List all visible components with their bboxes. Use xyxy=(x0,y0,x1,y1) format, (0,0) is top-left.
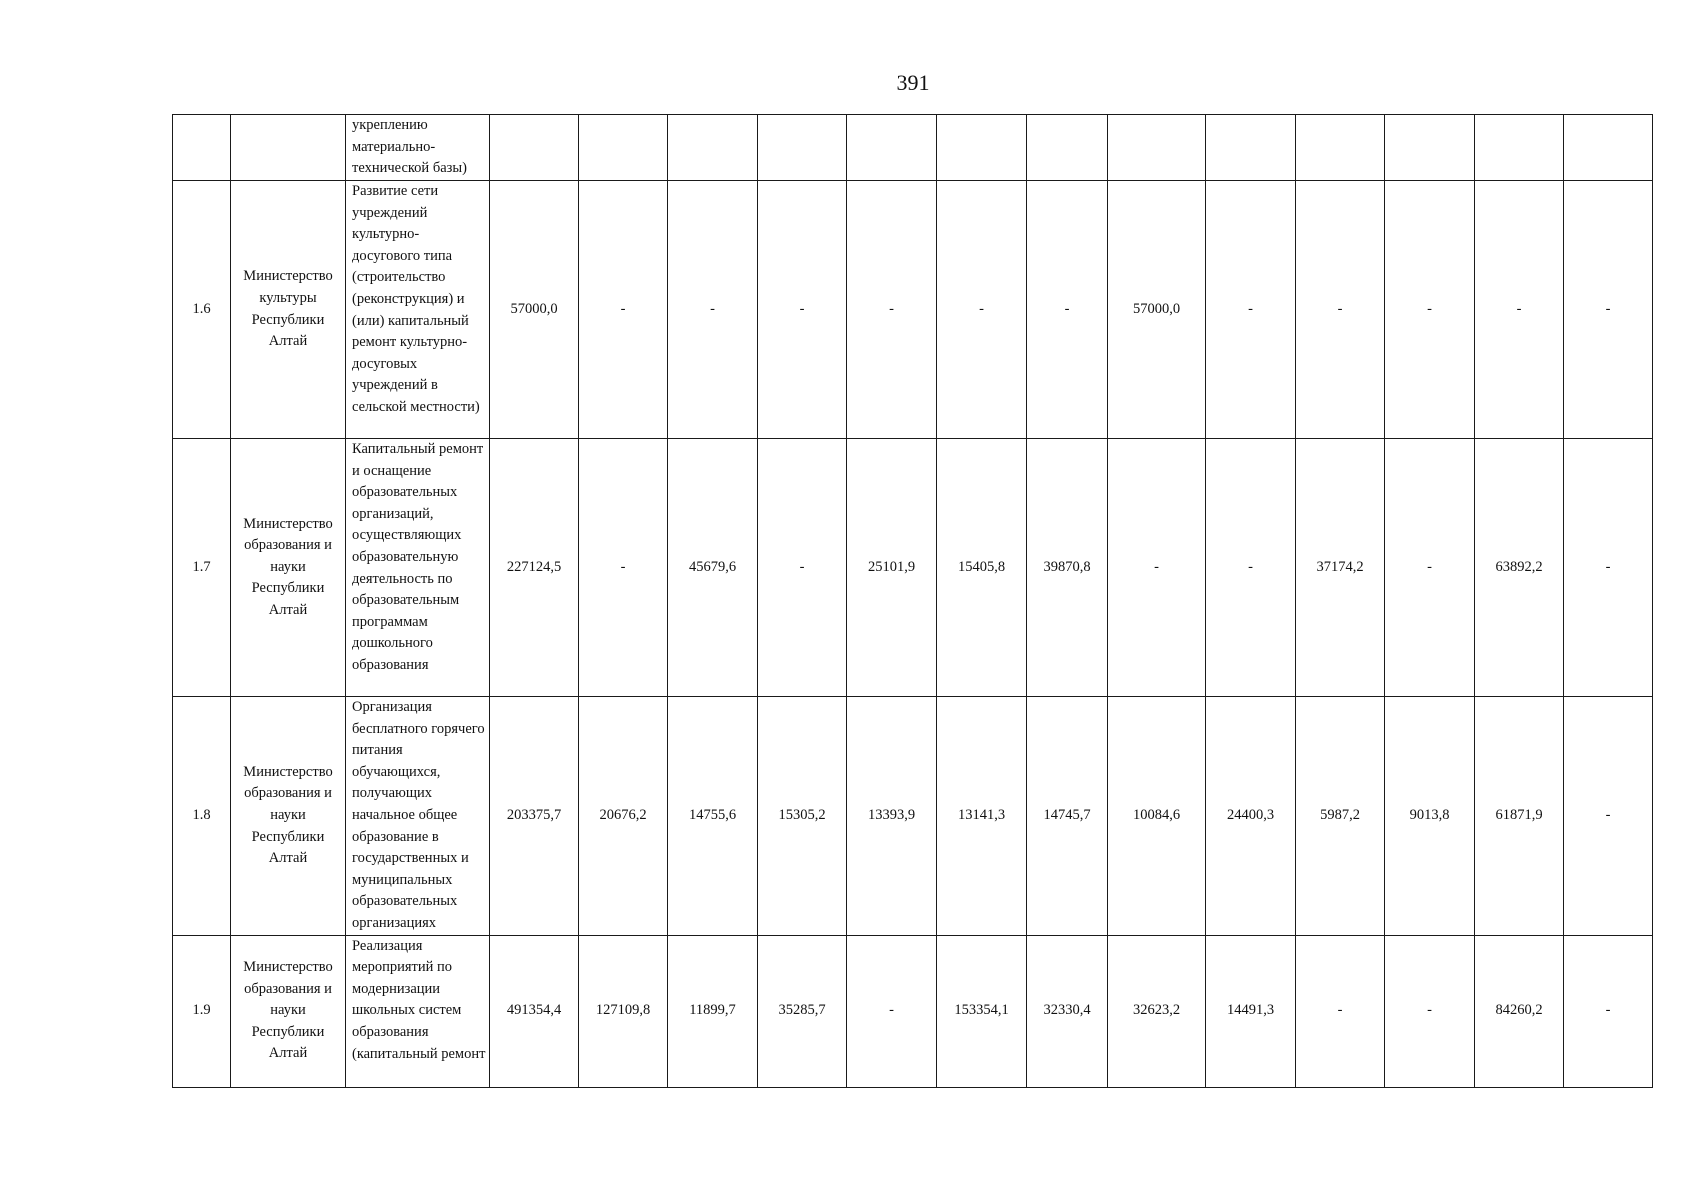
value-cell: 203375,7 xyxy=(490,697,579,936)
organization-cell: Министерство образования и науки Республики Алтай xyxy=(231,439,346,697)
value-cell: - xyxy=(1296,935,1385,1087)
value-cell: - xyxy=(1385,181,1475,439)
value-cell: 25101,9 xyxy=(847,439,937,697)
value-cell: 227124,5 xyxy=(490,439,579,697)
value-cell: - xyxy=(758,181,847,439)
description-cell: Организация бесплатного горячего питания обучающихся, получающих начальное общее образование в государственных и муниципальных образовательных организациях xyxy=(346,697,490,936)
row-number: 1.9 xyxy=(173,935,231,1087)
value-cell: - xyxy=(1108,439,1206,697)
value-cell xyxy=(1206,115,1296,181)
table-row xyxy=(173,935,1653,1087)
value-cell xyxy=(1475,115,1564,181)
value-cell: - xyxy=(937,181,1027,439)
value-cell: 45679,6 xyxy=(668,439,758,697)
value-cell: 13393,9 xyxy=(847,697,937,936)
value-cell: 10084,6 xyxy=(1108,697,1206,936)
value-cell: 15405,8 xyxy=(937,439,1027,697)
value-cell: - xyxy=(579,439,668,697)
value-cell: 39870,8 xyxy=(1027,439,1108,697)
value-cell: 9013,8 xyxy=(1385,697,1475,936)
value-cell: - xyxy=(1564,935,1653,1087)
value-cell xyxy=(490,115,579,181)
value-cell: 153354,1 xyxy=(937,935,1027,1087)
value-cell: 20676,2 xyxy=(579,697,668,936)
value-cell xyxy=(1108,115,1206,181)
value-cell: 5987,2 xyxy=(1296,697,1385,936)
value-cell xyxy=(1564,115,1653,181)
value-cell: 13141,3 xyxy=(937,697,1027,936)
value-cell: 57000,0 xyxy=(1108,181,1206,439)
description-cell: укреплению материально-технической базы) xyxy=(346,115,490,181)
budget-table xyxy=(172,114,1653,1088)
value-cell xyxy=(579,115,668,181)
value-cell: 24400,3 xyxy=(1206,697,1296,936)
row-number xyxy=(173,115,231,181)
row-number: 1.6 xyxy=(173,181,231,439)
value-cell xyxy=(668,115,758,181)
value-cell: 32623,2 xyxy=(1108,935,1206,1087)
value-cell xyxy=(847,115,937,181)
table-row xyxy=(173,697,1653,936)
table-row xyxy=(173,439,1653,697)
value-cell: - xyxy=(1385,439,1475,697)
value-cell: 14491,3 xyxy=(1206,935,1296,1087)
value-cell: 84260,2 xyxy=(1475,935,1564,1087)
organization-cell: Министерство образования и науки Республики Алтай xyxy=(231,697,346,936)
value-cell: - xyxy=(847,181,937,439)
value-cell: 63892,2 xyxy=(1475,439,1564,697)
value-cell: 15305,2 xyxy=(758,697,847,936)
description-cell: Реализация мероприятий по модернизации школьных систем образования (капитальный ремонт xyxy=(346,935,490,1087)
row-number: 1.8 xyxy=(173,697,231,936)
organization-cell: Министерство образования и науки Республики Алтай xyxy=(231,935,346,1087)
table-row xyxy=(173,181,1653,439)
value-cell xyxy=(1385,115,1475,181)
value-cell: - xyxy=(1206,181,1296,439)
description-cell: Развитие сети учреждений культурно-досугового типа (строительство (реконструкция) и (или) капитальный ремонт культурно-досуговых учреждений в сельской местности) xyxy=(346,181,490,439)
value-cell: 32330,4 xyxy=(1027,935,1108,1087)
value-cell: - xyxy=(1296,181,1385,439)
value-cell: 35285,7 xyxy=(758,935,847,1087)
value-cell: - xyxy=(1206,439,1296,697)
value-cell: 57000,0 xyxy=(490,181,579,439)
value-cell: - xyxy=(847,935,937,1087)
value-cell: 14755,6 xyxy=(668,697,758,936)
organization-cell xyxy=(231,115,346,181)
value-cell: 61871,9 xyxy=(1475,697,1564,936)
value-cell: 11899,7 xyxy=(668,935,758,1087)
page-number: 391 xyxy=(896,70,930,95)
value-cell: - xyxy=(1385,935,1475,1087)
description-cell: Капитальный ремонт и оснащение образовательных организаций, осуществляющих образовательную деятельность по образовательным программам дошкольного образования xyxy=(346,439,490,697)
value-cell: 491354,4 xyxy=(490,935,579,1087)
value-cell xyxy=(1027,115,1108,181)
value-cell: - xyxy=(1564,697,1653,936)
organization-cell: Министерство культуры Республики Алтай xyxy=(231,181,346,439)
value-cell: 127109,8 xyxy=(579,935,668,1087)
row-number: 1.7 xyxy=(173,439,231,697)
value-cell: - xyxy=(1475,181,1564,439)
value-cell: 37174,2 xyxy=(1296,439,1385,697)
value-cell: - xyxy=(1564,181,1653,439)
value-cell xyxy=(758,115,847,181)
value-cell: - xyxy=(1027,181,1108,439)
value-cell: - xyxy=(758,439,847,697)
value-cell: - xyxy=(579,181,668,439)
value-cell: 14745,7 xyxy=(1027,697,1108,936)
value-cell xyxy=(937,115,1027,181)
table-row xyxy=(173,115,1653,181)
value-cell: - xyxy=(668,181,758,439)
value-cell xyxy=(1296,115,1385,181)
value-cell: - xyxy=(1564,439,1653,697)
